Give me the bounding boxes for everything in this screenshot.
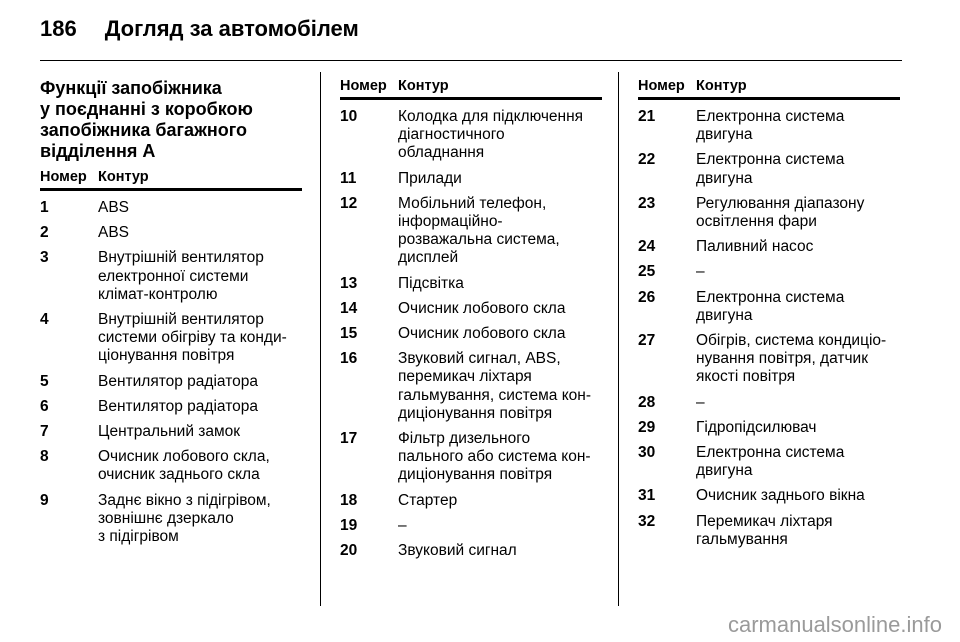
table-row (638, 108, 900, 144)
table-row (638, 444, 900, 480)
fuse-table-body (40, 191, 302, 546)
fuse-circuit: Колодка для підключення діагностичного обладнання (398, 108, 584, 162)
fuse-circuit: Внутрішній вентилятор системи обігріву та конди- ціонування повітря (98, 311, 287, 365)
fuse-circuit: Фільтр дизельного пального або система кон- диціонування повітря (398, 430, 591, 484)
fuse-number: 11 (340, 169, 357, 187)
table-row (40, 224, 302, 242)
fuse-circuit: Вентилятор радіатора (98, 372, 258, 390)
fuse-circuit: Електронна система двигуна (696, 444, 845, 480)
table-header (40, 169, 302, 191)
fuse-number: 31 (638, 487, 656, 505)
fuse-circuit: Очисник лобового скла, очисник заднього скла (98, 448, 270, 484)
table-row (340, 300, 602, 318)
fuse-circuit: Звуковий сигнал (398, 542, 517, 560)
column-divider (320, 72, 321, 606)
fuse-number: 25 (638, 263, 656, 281)
section-title-line: Функції запобіжника (40, 78, 222, 98)
fuse-table-body (638, 100, 900, 549)
fuse-circuit: – (696, 263, 705, 281)
fuse-number: 5 (40, 372, 49, 390)
section-title-line: у поєднанні з коробкою (40, 99, 253, 119)
table-row (638, 419, 900, 437)
fuse-number: 30 (638, 444, 656, 462)
table-row (638, 195, 900, 231)
table-row (340, 195, 602, 268)
table-row (638, 332, 900, 387)
fuse-number: 1 (40, 199, 49, 216)
header-circuit: Контур (398, 78, 449, 94)
header-number: Номер (340, 78, 387, 94)
table-row (40, 373, 302, 391)
table-header (638, 78, 900, 100)
page-title: Догляд за автомобілем (104, 16, 359, 41)
column-divider (618, 72, 619, 606)
table-row (340, 542, 602, 560)
header-number: Номер (638, 78, 685, 94)
fuse-circuit: Перемикач ліхтаря гальмування (696, 512, 833, 548)
fuse-number: 32 (638, 512, 656, 530)
fuse-circuit: Гідропідсилювач (696, 418, 817, 436)
fuse-number: 19 (340, 516, 358, 534)
fuse-number: 28 (638, 393, 656, 411)
fuse-circuit: Регулювання діапазону освітлення фари (696, 194, 865, 231)
table-header (340, 78, 602, 100)
table-row (40, 448, 302, 484)
table-row (40, 423, 302, 441)
table-row (638, 487, 900, 505)
page-header (40, 16, 359, 42)
section-title (40, 78, 302, 162)
column-1 (40, 78, 302, 546)
table-row (638, 151, 900, 187)
fuse-circuit: Електронна система двигуна (696, 151, 845, 187)
fuse-number: 18 (340, 491, 358, 509)
table-row (340, 325, 602, 343)
table-row (638, 263, 900, 281)
fuse-number: 15 (340, 325, 358, 343)
fuse-number: 22 (638, 151, 656, 169)
table-row (340, 170, 602, 188)
fuse-circuit: Стартер (398, 491, 458, 509)
table-row (340, 350, 602, 423)
fuse-circuit: ABS (98, 199, 130, 216)
column-3 (638, 78, 900, 549)
header-rule (40, 60, 902, 61)
page-number: 186 (40, 16, 77, 41)
table-row (40, 249, 302, 304)
fuse-number: 8 (40, 448, 49, 466)
fuse-number: 16 (340, 350, 358, 368)
fuse-circuit: Мобільний телефон, інформаційно- розважальна система, дисплей (398, 194, 560, 267)
header-number: Номер (40, 169, 87, 185)
fuse-circuit: Очисник лобового скла (398, 299, 566, 317)
fuse-number: 23 (638, 194, 656, 212)
fuse-number: 7 (40, 423, 49, 441)
fuse-circuit: Прилади (398, 169, 462, 187)
fuse-number: 27 (638, 332, 656, 350)
table-row (40, 199, 302, 217)
fuse-circuit: Електронна система двигуна (696, 108, 845, 144)
fuse-number: 10 (340, 108, 358, 125)
table-row (340, 430, 602, 485)
table-row (638, 289, 900, 325)
fuse-circuit: Електронна система двигуна (696, 288, 845, 324)
fuse-circuit: – (398, 516, 407, 534)
table-row (340, 275, 602, 293)
fuse-number: 2 (40, 224, 49, 242)
fuse-table-body (340, 100, 602, 560)
fuse-number: 4 (40, 311, 49, 329)
fuse-number: 24 (638, 238, 656, 256)
section-title-line: запобіжника багажного (40, 120, 247, 140)
fuse-circuit: Вентилятор радіатора (98, 397, 258, 415)
fuse-number: 14 (340, 299, 358, 317)
watermark: carmanualsonline.info (727, 612, 942, 637)
column-2 (340, 78, 602, 560)
table-row (340, 108, 602, 163)
table-row (638, 238, 900, 256)
fuse-circuit: – (696, 393, 705, 411)
fuse-number: 13 (340, 274, 358, 292)
fuse-circuit: ABS (98, 224, 130, 242)
fuse-circuit: Звуковий сигнал, ABS, перемикач ліхтаря гальмування, система кон- диціонування повітря (398, 350, 592, 422)
fuse-number: 6 (40, 397, 49, 415)
fuse-number: 12 (340, 194, 358, 212)
fuse-circuit: Очисник заднього вікна (696, 487, 865, 505)
table-row (40, 311, 302, 366)
section-title-line: відділення A (40, 141, 156, 161)
fuse-number: 9 (40, 491, 49, 509)
table-row (40, 398, 302, 416)
header-circuit: Контур (98, 169, 149, 185)
fuse-circuit: Заднє вікно з підігрівом, зовнішнє дзеркало з підігрівом (98, 491, 271, 546)
fuse-circuit: Паливний насос (696, 238, 814, 256)
fuse-circuit: Внутрішній вентилятор електронної системи клімат-контролю (98, 249, 264, 303)
fuse-number: 17 (340, 430, 358, 448)
table-row (638, 513, 900, 549)
fuse-number: 20 (340, 542, 358, 560)
fuse-circuit: Центральний замок (98, 423, 241, 441)
table-row (340, 492, 602, 510)
table-row (40, 492, 302, 547)
table-row (638, 394, 900, 412)
fuse-number: 3 (40, 249, 49, 267)
fuse-number: 26 (638, 288, 656, 306)
header-circuit: Контур (696, 78, 747, 94)
fuse-circuit: Обігрів, система кондиціо- нування повітря, датчик якості повітря (696, 332, 887, 386)
fuse-number: 29 (638, 418, 656, 436)
table-row (340, 517, 602, 535)
fuse-circuit: Підсвітка (398, 274, 464, 292)
fuse-circuit: Очисник лобового скла (398, 325, 566, 343)
fuse-number: 21 (638, 108, 656, 125)
